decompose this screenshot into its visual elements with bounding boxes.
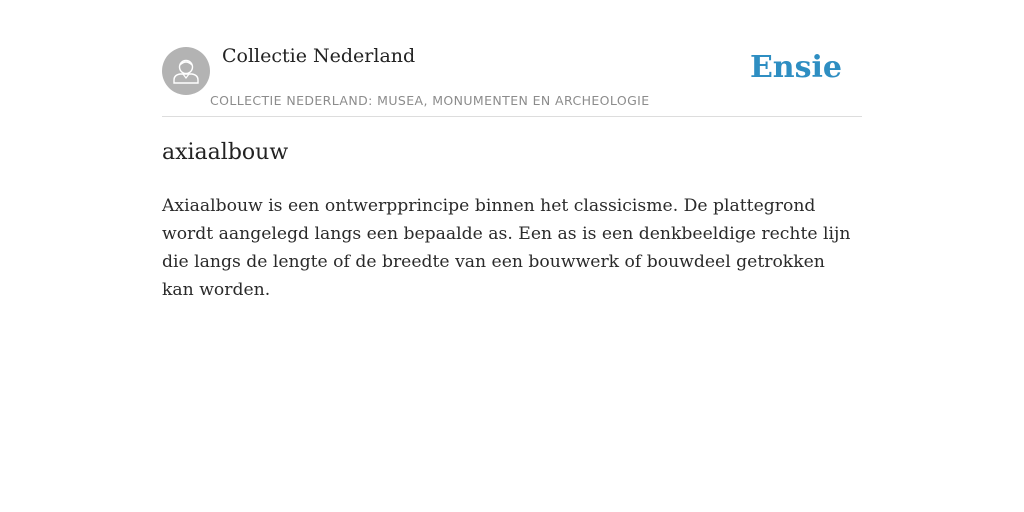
entry-body: Axiaalbouw is een ontwerpprincipe binnen het classicisme. De plattegrond wordt aangelegd langs een bepaalde as. Een as is een denkbeeldige rechte lijn die langs de lengte of de breedte van een bouwwerk of bouwdeel getrokken kan worden. xyxy=(162,196,851,300)
card-header xyxy=(162,0,862,117)
author-name[interactable]: Collectie Nederland xyxy=(222,45,416,67)
entry-title: axiaalbouw xyxy=(162,140,289,165)
brand-logo[interactable]: Ensie xyxy=(749,50,842,85)
user-placeholder-icon xyxy=(162,47,210,95)
avatar[interactable] xyxy=(162,47,210,95)
source-subtitle: COLLECTIE NEDERLAND: MUSEA, MONUMENTEN EN ARCHEOLOGIE xyxy=(210,93,650,108)
definition-card xyxy=(162,0,862,300)
